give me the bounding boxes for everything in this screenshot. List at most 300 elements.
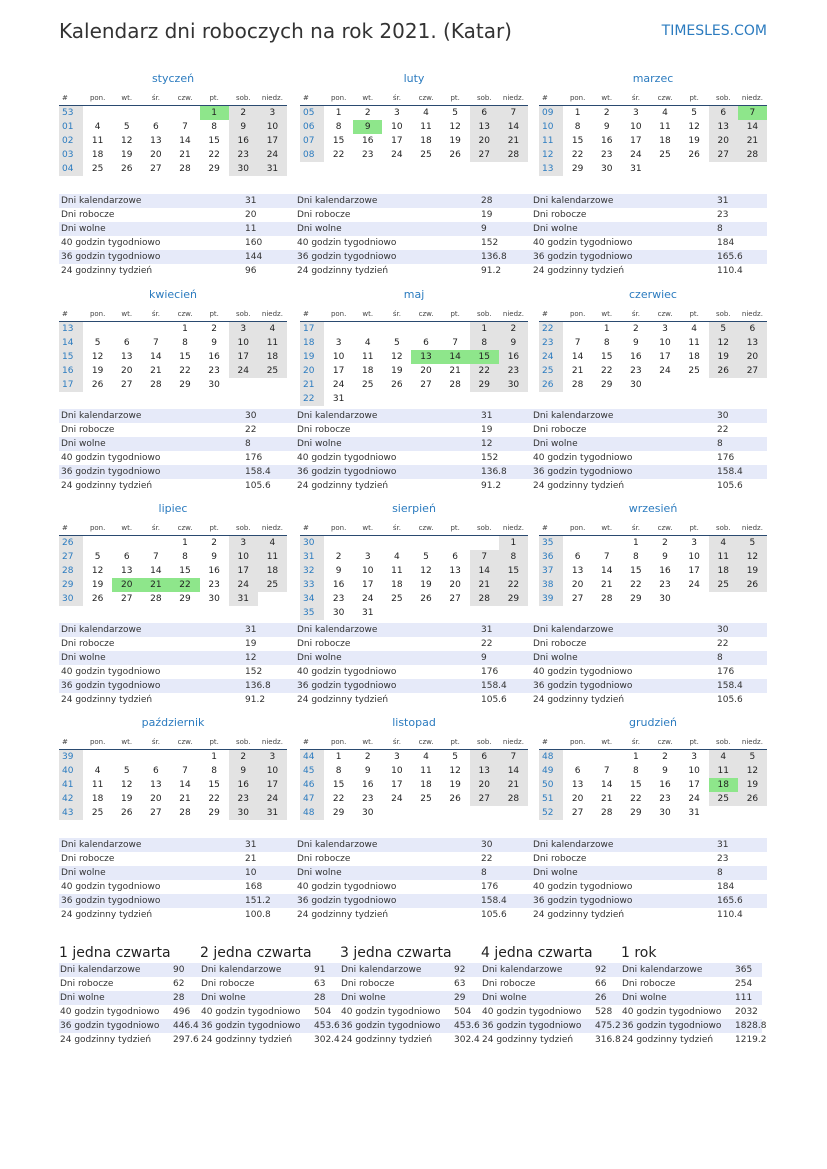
weekday-header: czw. xyxy=(411,306,440,322)
weekday-header: pon. xyxy=(324,734,353,750)
stat-value: 30 xyxy=(715,409,767,423)
stat-label: Dni kalendarzowe xyxy=(59,194,243,208)
stat-row xyxy=(295,250,531,264)
stat-value: 158.4 xyxy=(715,465,767,479)
month-name: czerwiec xyxy=(629,288,677,301)
day-cell: 3 xyxy=(258,106,287,121)
weekday-header-row xyxy=(59,90,287,106)
day-cell: 22 xyxy=(332,794,345,804)
day-cell: 25 xyxy=(659,150,671,160)
month-stats xyxy=(295,194,531,278)
day-cell: 15 xyxy=(179,566,191,576)
week-number: 02 xyxy=(59,134,83,148)
day-cell: 7 xyxy=(603,552,610,562)
stat-label: Dni wolne xyxy=(295,866,479,880)
stat-label: Dni robocze xyxy=(201,979,255,989)
day-cell: 11 xyxy=(688,338,700,348)
day-cell: 14 xyxy=(150,352,162,362)
day-cell: 23 xyxy=(208,366,220,376)
week-number: 04 xyxy=(59,162,83,176)
stat-label: 36 godzin tygodniowo xyxy=(531,679,715,693)
day-cell: 23 xyxy=(659,580,671,590)
day-cell: 26 xyxy=(91,594,104,604)
stat-row xyxy=(59,222,295,236)
month-stats xyxy=(295,838,531,922)
day-cell: 16 xyxy=(601,136,613,146)
week-row xyxy=(59,162,287,176)
day-cell: 19 xyxy=(121,150,133,160)
day-cell: 16 xyxy=(229,134,258,148)
day-cell: 18 xyxy=(420,136,432,146)
stat-row xyxy=(295,409,531,423)
week-row xyxy=(300,392,528,406)
weekday-header-row xyxy=(300,306,528,322)
stat-value: 8 xyxy=(479,866,531,880)
day-cell: 7 xyxy=(182,766,188,776)
weekday-header: śr. xyxy=(141,306,170,322)
stat-row xyxy=(295,894,531,908)
stat-row xyxy=(59,651,295,665)
stat-row xyxy=(295,423,531,437)
stat-row xyxy=(295,208,531,222)
stat-row xyxy=(59,665,295,679)
weekday-header: czw. xyxy=(170,306,199,322)
day-cell: 22 xyxy=(332,150,345,160)
stat-row xyxy=(59,479,295,493)
day-cell: 11 xyxy=(659,122,671,132)
day-cell: 1 xyxy=(633,752,639,762)
stat-label: Dni wolne xyxy=(531,222,715,236)
stat-row xyxy=(59,236,295,250)
day-cell: 3 xyxy=(662,324,668,334)
week-row xyxy=(59,336,287,350)
day-cell: 29 xyxy=(208,808,220,818)
day-cell: 31 xyxy=(630,164,642,174)
day-cell: 15 xyxy=(208,136,220,146)
week-row xyxy=(300,536,528,551)
day-cell: 23 xyxy=(229,792,258,806)
brand-link[interactable]: TIMESLES.COM xyxy=(661,23,767,39)
week-number: 19 xyxy=(300,350,324,364)
day-cell: 11 xyxy=(391,566,403,576)
day-cell: 22 xyxy=(601,366,613,376)
day-cell: 11 xyxy=(709,550,738,564)
weekday-header: # xyxy=(539,90,563,106)
day-cell: 4 xyxy=(691,324,698,334)
day-cell: 17 xyxy=(332,366,345,376)
stat-label: 24 godzinny tydzień xyxy=(297,481,389,491)
day-cell xyxy=(170,106,199,121)
stat-value: 31 xyxy=(479,623,531,637)
weekday-header: pon. xyxy=(83,734,112,750)
week-row xyxy=(59,120,287,134)
day-cell: 2 xyxy=(335,552,342,562)
stat-row xyxy=(59,637,295,651)
week-number: 49 xyxy=(539,764,563,778)
week-number: 27 xyxy=(59,550,83,564)
stat-label: 40 godzin tygodniowo xyxy=(533,238,633,248)
stat-value: 158.4 xyxy=(243,465,295,479)
day-cell: 2 xyxy=(229,750,258,765)
day-cell: 8 xyxy=(574,122,581,132)
month-name: lipiec xyxy=(158,502,188,515)
weekday-header: czw. xyxy=(170,520,199,536)
day-cell: 14 xyxy=(179,780,191,790)
day-cell: 16 xyxy=(659,780,671,790)
stat-value: 31 xyxy=(479,409,531,423)
week-number: 32 xyxy=(300,564,324,578)
day-cell: 31 xyxy=(332,394,345,404)
stat-label: Dni wolne xyxy=(59,991,172,1005)
weekday-header: wt. xyxy=(592,306,621,322)
stat-value: 302.4 xyxy=(454,1035,480,1045)
day-cell: 26 xyxy=(420,594,432,604)
day-cell: 6 xyxy=(709,106,738,121)
day-cell: 16 xyxy=(659,566,671,576)
holiday-day: 1 xyxy=(200,106,229,121)
stat-label: Dni kalendarzowe xyxy=(295,409,479,423)
stat-row xyxy=(481,1005,622,1019)
stat-value: 11 xyxy=(243,222,295,236)
day-cell: 5 xyxy=(94,338,101,348)
week-number: 39 xyxy=(539,592,563,606)
weekday-header: wt. xyxy=(353,734,382,750)
day-cell: 23 xyxy=(332,594,345,604)
month-calendar xyxy=(59,288,287,392)
weekday-header: sob. xyxy=(470,306,499,322)
day-cell: 2 xyxy=(364,108,371,118)
day-cell: 12 xyxy=(738,764,767,778)
stat-label: 40 godzin tygodniowo xyxy=(533,667,633,677)
stat-value: 152 xyxy=(481,238,499,248)
month-name: styczeń xyxy=(151,72,195,85)
day-cell xyxy=(470,806,499,820)
stat-row xyxy=(481,1019,622,1033)
weekday-header: # xyxy=(539,306,563,322)
day-cell: 30 xyxy=(208,594,220,604)
stat-label: 40 godzin tygodniowo xyxy=(297,667,397,677)
day-cell: 5 xyxy=(709,322,738,337)
day-cell: 22 xyxy=(470,364,499,378)
stat-label: 36 godzin tygodniowo xyxy=(59,465,243,479)
day-cell: 15 xyxy=(630,566,642,576)
stat-row xyxy=(59,409,295,423)
stat-row xyxy=(340,977,481,991)
day-cell: 28 xyxy=(449,380,461,390)
day-cell: 10 xyxy=(332,352,345,362)
day-cell: 23 xyxy=(362,150,374,160)
stat-label: Dni wolne xyxy=(295,651,479,665)
weekday-header: niedz. xyxy=(258,520,287,536)
week-row xyxy=(300,564,528,578)
day-cell: 8 xyxy=(211,122,218,132)
stat-label: 24 godzinny tydzień xyxy=(533,481,625,491)
week-number: 15 xyxy=(59,350,83,364)
week-row xyxy=(300,750,528,765)
stat-label: Dni wolne xyxy=(59,222,243,236)
day-cell: 9 xyxy=(662,552,668,562)
day-cell: 2 xyxy=(662,752,668,762)
month-calendar xyxy=(539,716,767,820)
day-cell: 20 xyxy=(150,794,162,804)
quarter-title: 1 jedna czwarta xyxy=(59,945,171,961)
day-cell: 24 xyxy=(659,366,671,376)
day-cell xyxy=(141,536,170,551)
weekday-header: # xyxy=(300,306,324,322)
stat-row xyxy=(59,838,295,852)
day-cell: 19 xyxy=(449,136,461,146)
week-row xyxy=(539,550,767,564)
day-cell: 29 xyxy=(630,808,642,818)
stat-value: 19 xyxy=(481,425,493,435)
day-cell: 6 xyxy=(423,338,429,348)
stat-row xyxy=(621,1033,762,1047)
day-cell: 1 xyxy=(335,108,342,118)
week-number: 13 xyxy=(59,322,83,337)
stat-value: 21 xyxy=(245,854,257,864)
weekday-header: sob. xyxy=(470,520,499,536)
stat-label: Dni kalendarzowe xyxy=(531,194,715,208)
stat-value: 496 xyxy=(173,1007,191,1017)
month-table xyxy=(539,306,767,392)
holiday-day: 15 xyxy=(470,350,499,364)
day-cell: 8 xyxy=(335,766,342,776)
day-cell xyxy=(83,106,112,121)
day-cell: 7 xyxy=(182,122,188,132)
day-cell: 26 xyxy=(449,150,461,160)
day-cell: 5 xyxy=(738,536,767,551)
day-cell xyxy=(592,536,621,551)
weekday-header: sob. xyxy=(470,90,499,106)
month-stats xyxy=(59,409,295,493)
stat-value: 31 xyxy=(715,194,767,208)
week-row xyxy=(539,536,767,551)
month-table xyxy=(300,734,528,820)
day-cell: 29 xyxy=(208,164,220,174)
weekday-header: czw. xyxy=(650,520,679,536)
day-cell: 28 xyxy=(470,592,499,606)
day-cell: 24 xyxy=(688,580,700,590)
day-cell xyxy=(499,392,528,406)
day-cell: 2 xyxy=(499,322,528,337)
day-cell: 16 xyxy=(332,580,345,590)
stat-row xyxy=(59,1019,200,1033)
stat-label: 24 godzinny tydzień xyxy=(61,266,153,276)
stat-label: Dni wolne xyxy=(59,866,243,880)
weekday-header: niedz. xyxy=(258,306,287,322)
stat-value: 12 xyxy=(479,437,531,451)
week-number: 42 xyxy=(59,792,83,806)
stat-value: 66 xyxy=(595,979,607,989)
weekday-header: pon. xyxy=(563,90,592,106)
day-cell xyxy=(499,606,528,620)
day-cell xyxy=(441,806,470,820)
day-cell: 12 xyxy=(688,122,700,132)
stat-value: 63 xyxy=(454,979,466,989)
stat-row xyxy=(295,437,531,451)
stat-row xyxy=(531,451,767,465)
month-table xyxy=(300,520,528,620)
day-cell: 4 xyxy=(364,338,371,348)
day-cell: 3 xyxy=(633,108,639,118)
week-number: 48 xyxy=(539,750,563,765)
weekday-header: niedz. xyxy=(738,90,767,106)
week-number: 30 xyxy=(59,592,83,606)
stat-row xyxy=(531,437,767,451)
stat-label: 40 godzin tygodniowo xyxy=(297,238,397,248)
stat-value: 160 xyxy=(245,238,263,248)
stat-label: 40 godzin tygodniowo xyxy=(61,882,161,892)
day-cell: 18 xyxy=(258,350,287,364)
day-cell: 24 xyxy=(391,794,403,804)
stat-row xyxy=(531,908,767,922)
week-number: 30 xyxy=(300,536,324,551)
stat-value: 152 xyxy=(481,453,499,463)
week-row xyxy=(59,564,287,578)
day-cell xyxy=(563,750,592,765)
month-table xyxy=(539,734,767,820)
day-cell: 29 xyxy=(179,594,191,604)
stat-row xyxy=(59,451,295,465)
day-cell: 18 xyxy=(688,352,700,362)
stat-value: 184 xyxy=(717,882,735,892)
stat-value: 28 xyxy=(172,991,200,1005)
day-cell: 9 xyxy=(364,766,371,776)
day-cell xyxy=(141,106,170,121)
stat-label: Dni wolne xyxy=(531,651,715,665)
day-cell: 24 xyxy=(258,148,287,162)
quarter-title: 2 jedna czwarta xyxy=(200,945,312,961)
day-cell: 26 xyxy=(91,380,104,390)
day-cell: 3 xyxy=(394,752,400,762)
stat-value: 92 xyxy=(453,963,481,977)
day-cell xyxy=(709,806,738,820)
weekday-header: pon. xyxy=(324,520,353,536)
day-cell: 6 xyxy=(574,552,581,562)
stat-label: 24 godzinny tydzień xyxy=(297,910,389,920)
stat-value: 158.4 xyxy=(715,679,767,693)
day-cell xyxy=(258,592,287,606)
day-cell: 31 xyxy=(229,592,258,606)
day-cell: 14 xyxy=(499,764,528,778)
day-cell: 19 xyxy=(91,366,104,376)
month-calendar xyxy=(539,502,767,606)
weekday-header: czw. xyxy=(411,90,440,106)
month-stats xyxy=(531,623,767,707)
stat-value: 151.2 xyxy=(243,894,295,908)
stat-row xyxy=(200,1033,341,1047)
day-cell: 19 xyxy=(738,778,767,792)
stat-row xyxy=(481,1033,622,1047)
day-cell: 17 xyxy=(229,564,258,578)
day-cell: 2 xyxy=(211,538,218,548)
quarter-stats xyxy=(340,963,481,1047)
stat-label: 40 godzin tygodniowo xyxy=(61,238,161,248)
stat-row xyxy=(531,838,767,852)
stat-row xyxy=(295,880,531,894)
stat-value: 297.6 xyxy=(173,1035,199,1045)
weekday-header: śr. xyxy=(382,520,411,536)
day-cell: 30 xyxy=(659,808,671,818)
day-cell: 17 xyxy=(258,778,287,792)
month-name: luty xyxy=(403,72,425,85)
weekday-header: czw. xyxy=(650,306,679,322)
day-cell: 2 xyxy=(662,538,668,548)
day-cell: 28 xyxy=(150,594,162,604)
stat-label: 24 godzinny tydzień xyxy=(201,1035,293,1045)
weekday-header: śr. xyxy=(621,306,650,322)
day-cell: 10 xyxy=(258,764,287,778)
day-cell: 12 xyxy=(449,122,461,132)
weekday-header: pt. xyxy=(200,734,229,750)
week-row xyxy=(539,336,767,350)
day-cell: 10 xyxy=(630,122,642,132)
month-calendar xyxy=(300,716,528,820)
day-cell: 10 xyxy=(391,766,403,776)
day-cell: 20 xyxy=(449,580,461,590)
quarter-summary xyxy=(59,944,199,1047)
stat-row xyxy=(200,1019,341,1033)
stat-label: Dni robocze xyxy=(61,210,115,220)
stat-row xyxy=(531,637,767,651)
day-cell: 16 xyxy=(499,350,528,364)
stat-label: 36 godzin tygodniowo xyxy=(59,679,243,693)
stat-value: 9 xyxy=(479,651,531,665)
day-cell xyxy=(353,322,382,337)
weekday-header: sob. xyxy=(229,90,258,106)
week-number: 40 xyxy=(59,764,83,778)
stat-value: 453.6 xyxy=(314,1021,340,1031)
day-cell: 23 xyxy=(208,580,220,590)
day-cell: 16 xyxy=(362,780,374,790)
week-row xyxy=(300,148,528,162)
stat-label: 40 godzin tygodniowo xyxy=(61,453,161,463)
stat-value: 105.6 xyxy=(717,695,743,705)
day-cell: 22 xyxy=(208,794,220,804)
month-name: październik xyxy=(141,716,205,729)
day-cell: 4 xyxy=(94,766,101,776)
month-table xyxy=(59,520,287,606)
day-cell: 20 xyxy=(470,134,499,148)
week-number: 16 xyxy=(59,364,83,378)
day-cell: 24 xyxy=(258,792,287,806)
stat-value: 90 xyxy=(172,963,200,977)
day-cell: 5 xyxy=(394,338,400,348)
stat-label: Dni kalendarzowe xyxy=(59,409,243,423)
week-number: 22 xyxy=(539,322,563,337)
day-cell: 17 xyxy=(391,136,403,146)
stat-label: 36 godzin tygodniowo xyxy=(531,250,715,264)
stat-label: Dni kalendarzowe xyxy=(481,963,594,977)
stat-row xyxy=(295,465,531,479)
week-number: 52 xyxy=(539,806,563,820)
stat-row xyxy=(59,679,295,693)
day-cell: 20 xyxy=(571,794,584,804)
day-cell: 29 xyxy=(470,378,499,392)
holiday-day: 20 xyxy=(112,578,141,592)
stat-label: Dni kalendarzowe xyxy=(200,963,313,977)
day-cell: 23 xyxy=(659,794,671,804)
stat-row xyxy=(295,637,531,651)
day-cell xyxy=(738,378,767,392)
day-cell: 20 xyxy=(709,134,738,148)
day-cell: 12 xyxy=(91,566,104,576)
day-cell: 4 xyxy=(258,322,287,337)
day-cell: 6 xyxy=(153,122,159,132)
day-cell: 2 xyxy=(633,324,639,334)
stat-label: Dni robocze xyxy=(533,639,587,649)
stat-label: 40 godzin tygodniowo xyxy=(201,1007,301,1017)
